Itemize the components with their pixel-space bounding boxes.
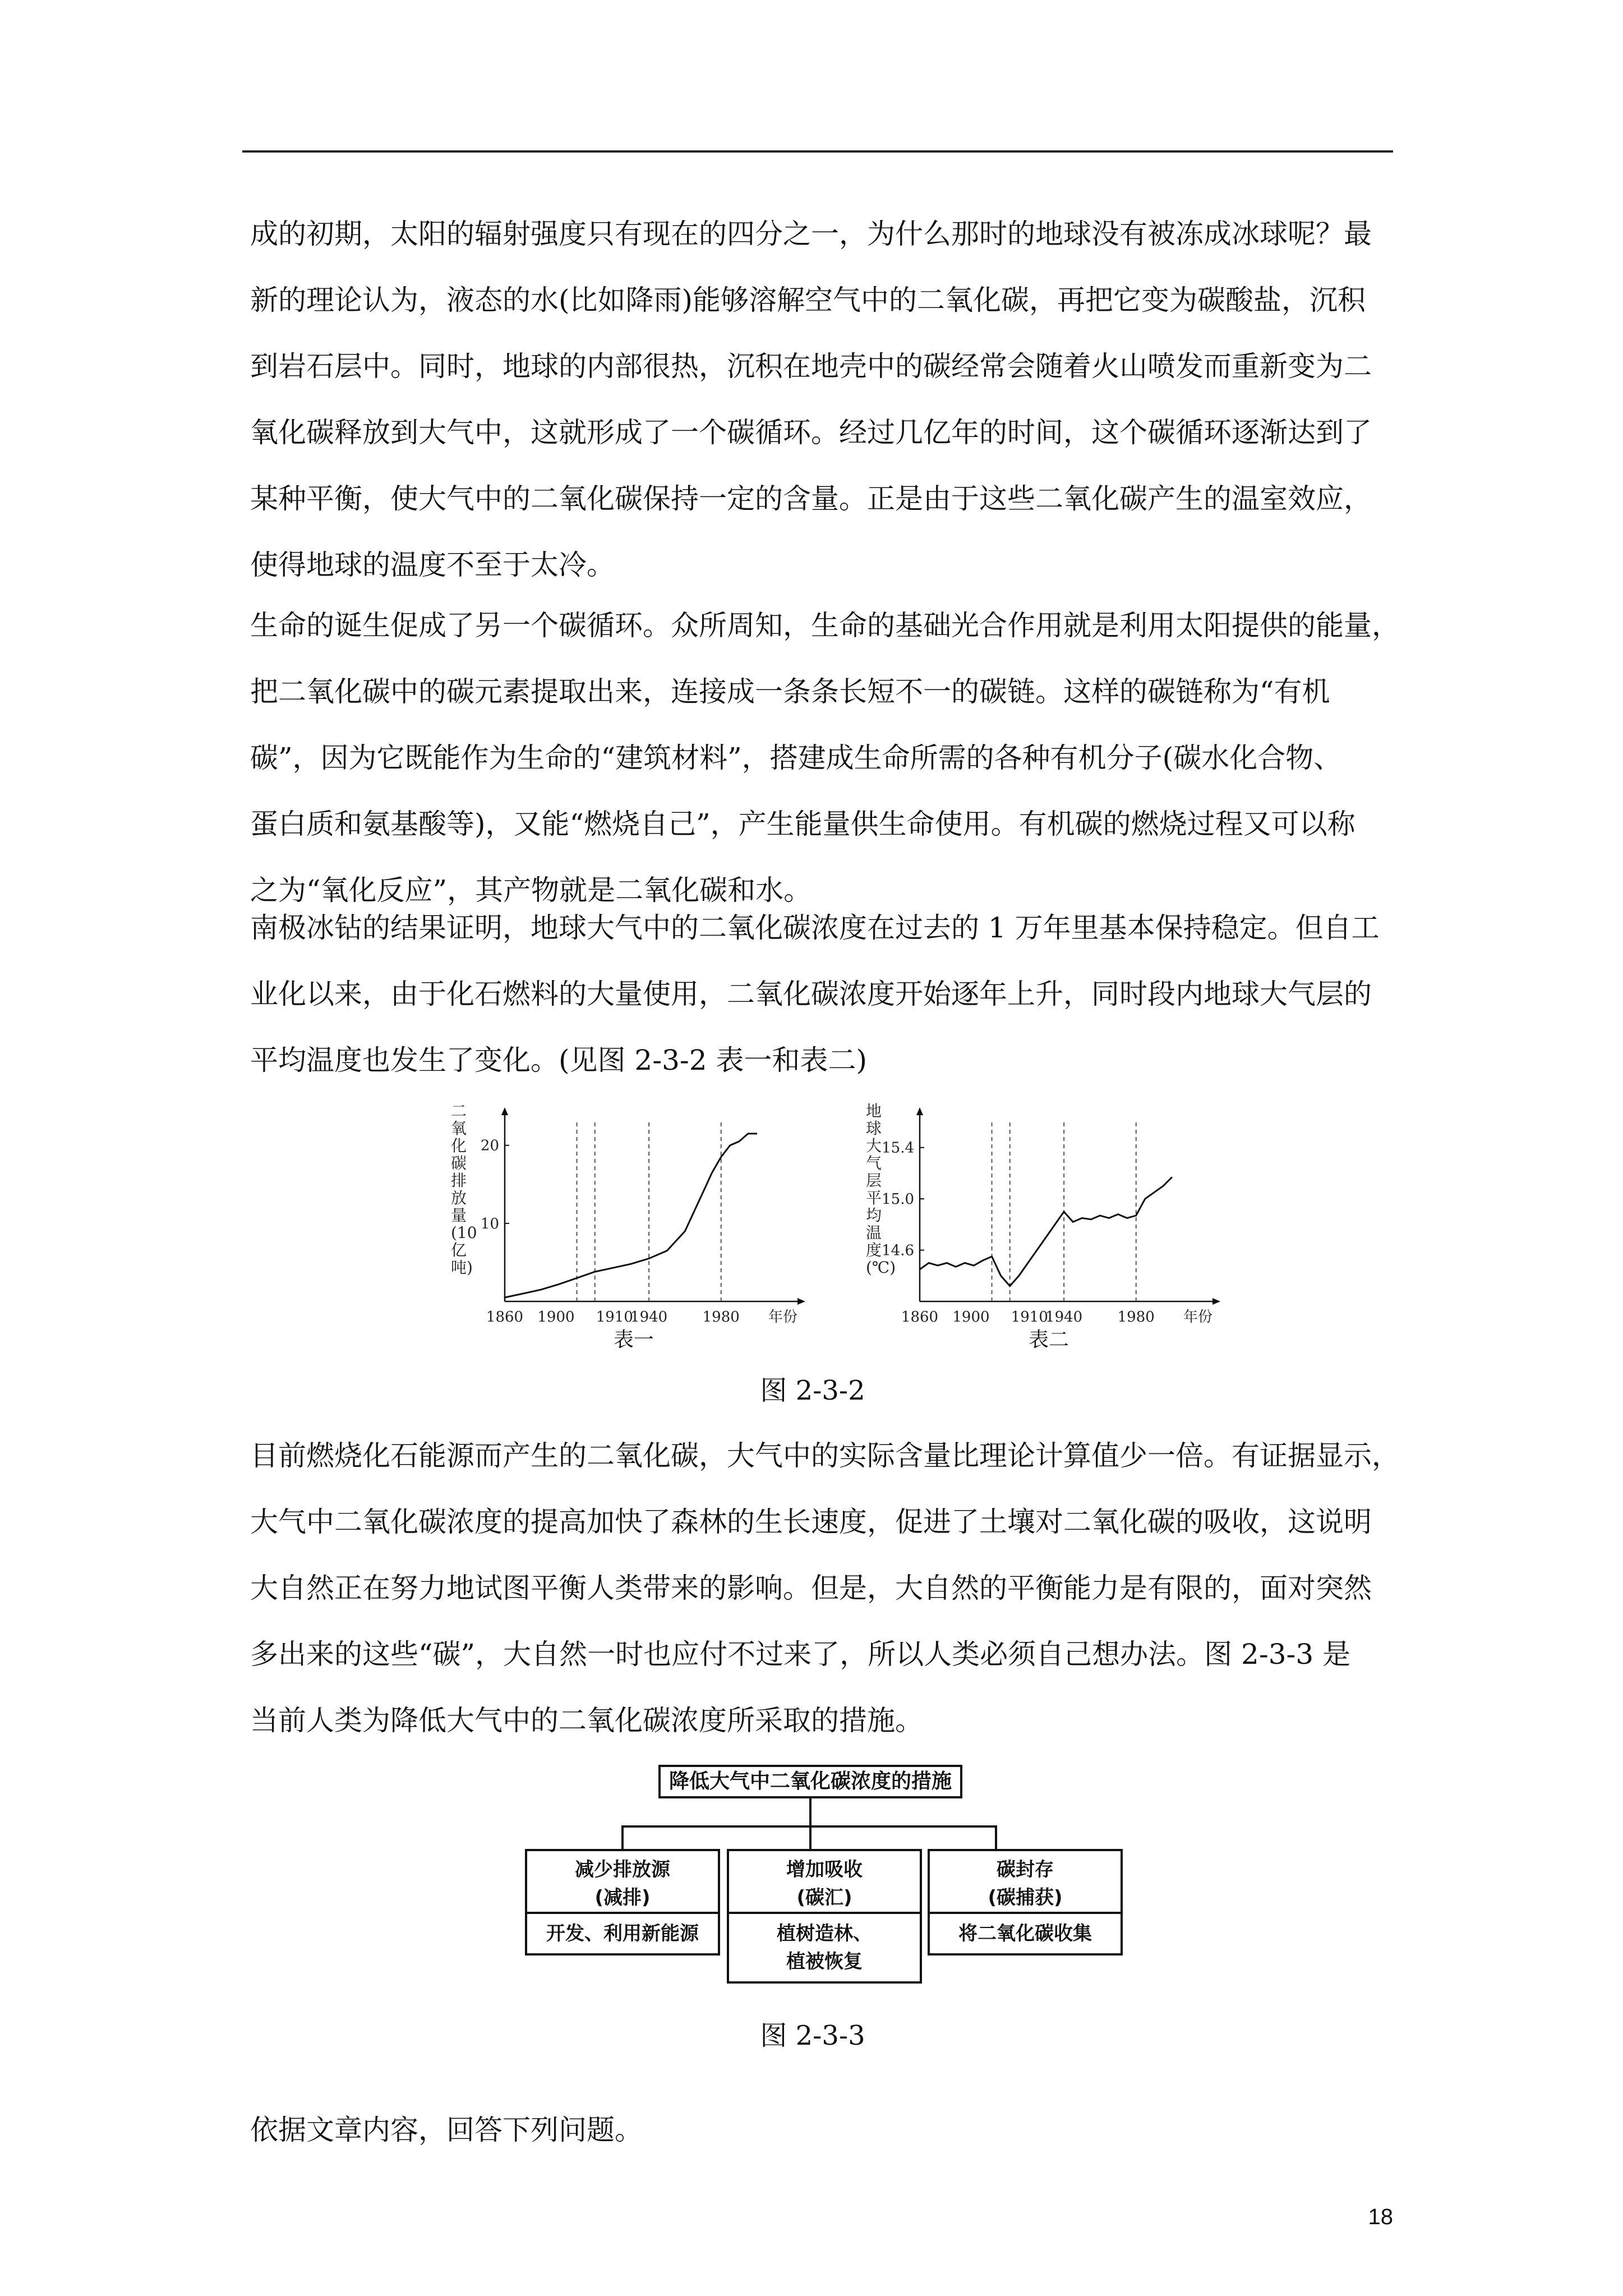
paragraph-4 [250, 1423, 1400, 1754]
column-header [727, 1849, 922, 1914]
text-line: 多出来的这些“碳”，大自然一时也应付不过来了，所以人类必须自己想办法。图 2-3-3 是 [250, 1638, 1351, 1671]
y-axis-label-char: 量 [451, 1206, 467, 1225]
y-axis-label-char: 碳 [451, 1154, 467, 1172]
paragraph-2 [250, 592, 1400, 923]
x-tick-label: 1910 [1011, 1309, 1048, 1326]
x-tick-label: 1860 [901, 1309, 939, 1326]
x-tick-label: 1900 [952, 1309, 990, 1326]
column-header [525, 1849, 720, 1914]
x-axis-label: 年份 [1183, 1309, 1213, 1326]
y-axis-label-char: 平 [866, 1189, 882, 1207]
series-line [920, 1177, 1172, 1286]
x-tick-label: 1940 [1045, 1309, 1083, 1326]
chart-caption: 表二 [1028, 1328, 1069, 1351]
column-subtitle: (减排) [594, 1887, 651, 1909]
y-axis-label-char: 吨) [451, 1258, 473, 1277]
y-axis-label-char: 二 [451, 1102, 467, 1120]
x-tick-label: 1900 [537, 1309, 575, 1326]
x-axis-arrow [1212, 1298, 1220, 1305]
y-tick-label: 10 [480, 1215, 499, 1232]
y-axis-label-char: 大 [866, 1137, 882, 1155]
text-line: 使得地球的温度不至于太冷。 [250, 549, 615, 581]
text-line: 业化以来，由于化石燃料的大量使用，二氧化碳浓度开始逐年上升，同时段内地球大气层的 [250, 978, 1372, 1010]
x-tick-label: 1910 [596, 1309, 633, 1326]
column-header [928, 1849, 1123, 1914]
text-line: 新的理论认为，液态的水(比如降雨)能够溶解空气中的二氧化碳，再把它变为碳酸盐，沉积 [250, 284, 1366, 316]
text-line: 成的初期，太阳的辐射强度只有现在的四分之一，为什么那时的地球没有被冻成冰球呢？最 [250, 218, 1372, 250]
column-detail [928, 1914, 1123, 1955]
y-axis-label-char: 氧 [451, 1119, 467, 1138]
y-axis-label-char: 排 [451, 1171, 467, 1190]
text-line: 把二氧化碳中的碳元素提取出来，连接成一条条长短不一的碳链。这样的碳链称为“有机 [250, 675, 1330, 708]
text-line: 生命的诞生促成了另一个碳循环。众所周知，生命的基础光合作用就是利用太阳提供的能量， [250, 609, 1400, 642]
text-line: 当前人类为降低大气中的二氧化碳浓度所采取的措施。 [250, 1704, 923, 1737]
connector-right [995, 1825, 997, 1850]
connector-vertical-main [809, 1798, 811, 1826]
y-axis-label-char: 层 [866, 1171, 882, 1190]
text-line: 到岩石层中。同时，地球的内部很热，沉积在地壳中的碳经常会随着火山喷发而重新变为二 [250, 350, 1372, 383]
column-detail-line: 将二氧化碳收集 [958, 1922, 1092, 1945]
y-axis-label-char: (10 [451, 1223, 477, 1242]
figure-caption-2-3-3: 图 2-3-3 [760, 2020, 865, 2051]
text-line: 大气中二氧化碳浓度的提高加快了森林的生长速度，促进了土壤对二氧化碳的吸收，这说明 [250, 1506, 1372, 1538]
x-tick-label: 1940 [630, 1309, 668, 1326]
column-subtitle: (碳汇) [796, 1887, 852, 1909]
y-axis-label-char: (℃) [866, 1258, 896, 1277]
y-axis-label-char: 放 [451, 1189, 467, 1207]
text-line: 某种平衡，使大气中的二氧化碳保持一定的含量。正是由于这些二氧化碳产生的温室效应， [250, 482, 1372, 515]
column-detail [727, 1914, 922, 1984]
x-tick-label: 1860 [486, 1309, 524, 1326]
text-line: 之为“氧化反应”，其产物就是二氧化碳和水。 [250, 874, 812, 907]
co2-emission-chart [443, 1099, 836, 1358]
y-tick-label: 14.6 [882, 1242, 914, 1259]
series-line [505, 1134, 757, 1297]
figure-caption-2-3-2: 图 2-3-2 [760, 1375, 865, 1406]
text-line: 依据文章内容，回答下列问题。 [250, 2114, 643, 2146]
column-detail-line: 开发、利用新能源 [546, 1922, 699, 1945]
temperature-chart [858, 1099, 1251, 1358]
text-line: 南极冰钻的结果证明，地球大气中的二氧化碳浓度在过去的 1 万年里基本保持稳定。但自工 [250, 912, 1380, 944]
diagram-title-box: 降低大气中二氧化碳浓度的措施 [658, 1765, 962, 1798]
x-tick-label: 1980 [1117, 1309, 1155, 1326]
y-tick-label: 20 [480, 1137, 499, 1154]
y-axis-label-char: 球 [866, 1119, 882, 1138]
diagram-column-storage [928, 1849, 1123, 1955]
y-tick-label: 15.4 [882, 1139, 914, 1157]
text-line: 氧化碳释放到大气中，这就形成了一个碳循环。经过几亿年的时间，这个碳循环逐渐达到了 [250, 416, 1372, 449]
chart-caption: 表一 [613, 1328, 654, 1351]
paragraph-3 [250, 895, 1394, 1093]
diagram-column-reduce [525, 1849, 720, 1955]
text-line: 蛋白质和氨基酸等)，又能“燃烧自己”，产生能量供生命使用。有机碳的燃烧过程又可以称 [250, 808, 1355, 840]
header-rule [242, 150, 1393, 153]
diagram-column-absorb [727, 1849, 922, 1984]
column-detail [525, 1914, 720, 1955]
y-axis-label-char: 亿 [451, 1241, 467, 1259]
column-title: 减少排放源 [575, 1858, 670, 1881]
x-tick-label: 1980 [702, 1309, 740, 1326]
column-title: 碳封存 [997, 1858, 1054, 1881]
column-detail-line: 植树造林、 [777, 1922, 872, 1945]
column-detail-line: 植被恢复 [786, 1950, 863, 1973]
text-line: 碳”，因为它既能作为生命的“建筑材料”，搭建成生命所需的各种有机分子(碳水化合物、 [250, 742, 1342, 774]
x-axis-label: 年份 [768, 1309, 798, 1326]
y-axis-label-char: 化 [451, 1137, 467, 1155]
text-line: 大自然正在努力地试图平衡人类带来的影响。但是，大自然的平衡能力是有限的，面对突然 [250, 1572, 1372, 1604]
y-axis-label-char: 地 [866, 1102, 882, 1120]
connector-left [621, 1825, 624, 1850]
y-axis-arrow [916, 1107, 923, 1115]
column-title: 增加吸收 [786, 1858, 863, 1881]
y-axis-label-char: 度 [866, 1241, 882, 1259]
y-axis-label-char: 气 [866, 1154, 882, 1172]
y-axis-label-char: 温 [866, 1223, 882, 1242]
y-axis-label-char: 均 [866, 1206, 882, 1225]
y-tick-label: 15.0 [882, 1191, 914, 1208]
y-axis-arrow [501, 1107, 508, 1115]
text-line: 平均温度也发生了变化。(见图 2-3-2 表一和表二) [250, 1044, 868, 1076]
paragraph-1 [250, 201, 1394, 598]
connector-middle [809, 1825, 811, 1850]
text-line: 目前燃烧化石能源而产生的二氧化碳，大气中的实际含量比理论计算值少一倍。有证据显示， [250, 1439, 1400, 1472]
page-number: 18 [1368, 2205, 1393, 2229]
x-axis-arrow [797, 1298, 805, 1305]
paragraph-5 [250, 2097, 1394, 2163]
column-subtitle: (碳捕获) [988, 1887, 1063, 1909]
